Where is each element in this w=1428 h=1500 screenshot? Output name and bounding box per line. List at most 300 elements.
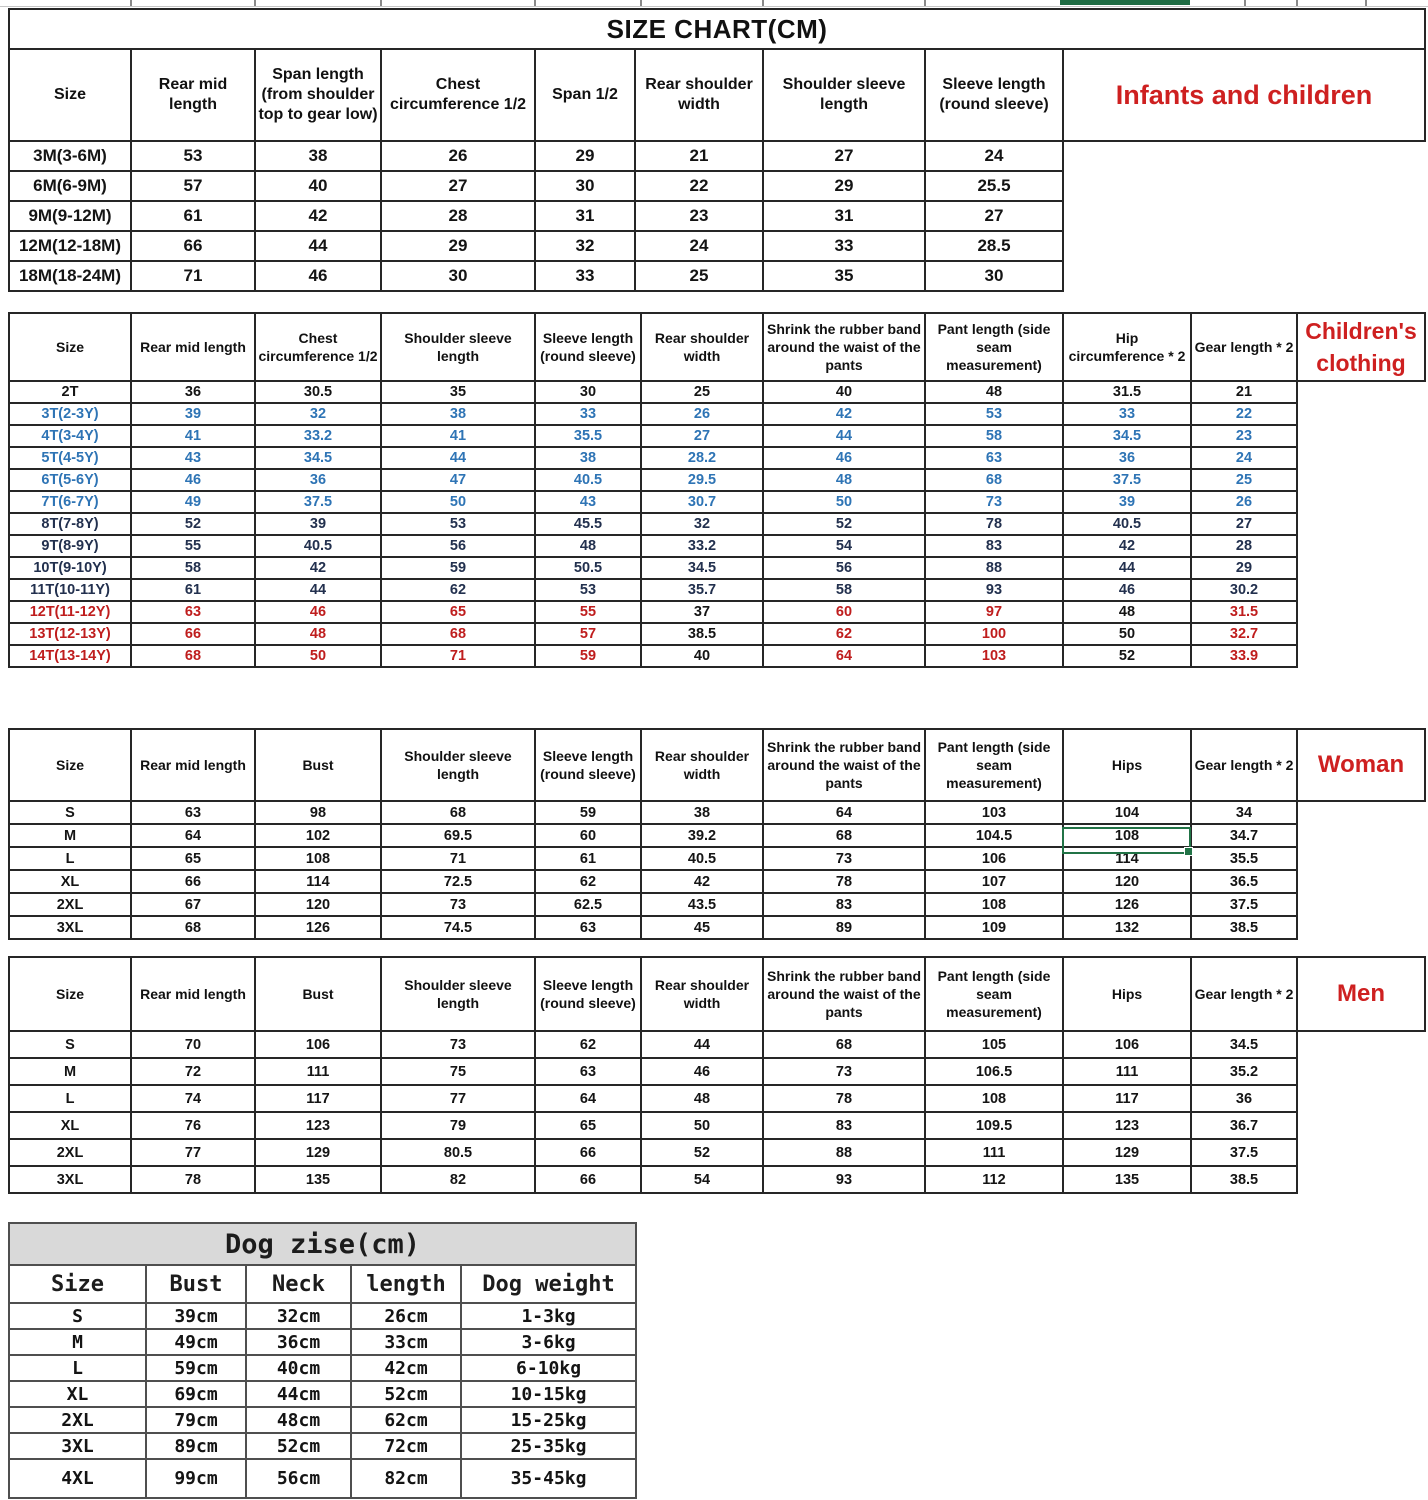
table-cell: 23	[635, 201, 763, 231]
table-cell: 23	[1191, 425, 1297, 447]
table-cell: 52cm	[246, 1433, 351, 1459]
table-cell: 30	[535, 381, 641, 403]
table-cell: 46	[131, 469, 255, 491]
table-cell: 25	[641, 381, 763, 403]
dog-table-row	[9, 1329, 636, 1355]
dog-table-row	[9, 1459, 636, 1498]
row-size-label: 11T(10-11Y)	[9, 579, 131, 601]
row-size-label: 2XL	[9, 893, 131, 916]
table-cell: 62	[535, 870, 641, 893]
table-cell: 35.5	[1191, 847, 1297, 870]
dog-column-header: Dog weight	[461, 1265, 636, 1303]
row-size-label: 9M(9-12M)	[9, 201, 131, 231]
children-table-row	[9, 557, 1425, 579]
woman-table-row	[9, 916, 1425, 939]
table-cell: 48	[925, 381, 1063, 403]
table-cell: 44cm	[246, 1381, 351, 1407]
table-cell: 102	[255, 824, 381, 847]
table-cell: 36.5	[1191, 870, 1297, 893]
table-cell: 83	[763, 1112, 925, 1139]
table-cell: 108	[1063, 824, 1191, 847]
table-cell: 30	[925, 261, 1063, 291]
table-cell: 33.9	[1191, 645, 1297, 667]
woman-section	[8, 728, 1426, 940]
infants-column-header: Sleeve length (round sleeve)	[925, 49, 1063, 141]
table-cell: 42cm	[351, 1355, 461, 1381]
table-cell: 63	[925, 447, 1063, 469]
table-cell: 73	[381, 893, 535, 916]
row-size-label: 4XL	[9, 1459, 146, 1498]
table-cell: 59	[381, 557, 535, 579]
table-cell: 106	[925, 847, 1063, 870]
table-cell: 58	[763, 579, 925, 601]
woman-column-header: Rear shoulder width	[641, 729, 763, 801]
table-cell: 89	[763, 916, 925, 939]
table-cell: 26	[641, 403, 763, 425]
table-cell: 56cm	[246, 1459, 351, 1498]
woman-table-row	[9, 893, 1425, 916]
table-cell: 80.5	[381, 1139, 535, 1166]
men-table-row	[9, 1166, 1425, 1193]
table-cell: 71	[131, 261, 255, 291]
infants-column-header: Size	[9, 49, 131, 141]
table-cell: 28.2	[641, 447, 763, 469]
infants-table-row	[9, 261, 1425, 291]
children-table-row	[9, 403, 1425, 425]
men-table-row	[9, 1058, 1425, 1085]
table-cell: 39.2	[641, 824, 763, 847]
table-cell: 52	[1063, 645, 1191, 667]
table-cell: 28	[1191, 535, 1297, 557]
table-cell: 63	[535, 1058, 641, 1085]
table-cell: 71	[381, 645, 535, 667]
table-cell: 108	[925, 1085, 1063, 1112]
row-size-label: 2T	[9, 381, 131, 403]
table-cell: 34.7	[1191, 824, 1297, 847]
table-cell: 6-10kg	[461, 1355, 636, 1381]
table-cell: 43	[131, 447, 255, 469]
woman-column-header: Gear length * 2	[1191, 729, 1297, 801]
table-cell: 65	[131, 847, 255, 870]
table-cell: 3-6kg	[461, 1329, 636, 1355]
table-cell: 22	[1191, 403, 1297, 425]
table-cell: 129	[1063, 1139, 1191, 1166]
children-table-row	[9, 425, 1425, 447]
table-cell: 35-45kg	[461, 1459, 636, 1498]
table-cell: 62	[381, 579, 535, 601]
infants-table-row	[9, 201, 1425, 231]
table-cell: 27	[1191, 513, 1297, 535]
selected-cell-outline[interactable]	[1062, 827, 1191, 854]
table-cell: 57	[131, 171, 255, 201]
table-cell: 77	[381, 1085, 535, 1112]
men-column-header: Bust	[255, 957, 381, 1031]
children-table-row	[9, 513, 1425, 535]
children-table-row	[9, 579, 1425, 601]
table-cell: 38	[641, 801, 763, 824]
table-cell: 53	[131, 141, 255, 171]
table-cell: 48	[1063, 601, 1191, 623]
table-cell: 35.7	[641, 579, 763, 601]
infants-column-header: Rear shoulder width	[635, 49, 763, 141]
table-cell: 126	[1063, 893, 1191, 916]
table-cell: 61	[535, 847, 641, 870]
table-cell: 41	[131, 425, 255, 447]
table-cell: 10-15kg	[461, 1381, 636, 1407]
table-cell: 39	[1063, 491, 1191, 513]
table-cell: 63	[131, 601, 255, 623]
row-size-label: 18M(18-24M)	[9, 261, 131, 291]
gridline-tick	[924, 0, 926, 6]
children-section	[8, 312, 1426, 668]
table-cell: 103	[925, 645, 1063, 667]
table-cell: 60	[535, 824, 641, 847]
table-cell: 37.5	[1063, 469, 1191, 491]
table-cell: 44	[763, 425, 925, 447]
gridline-tick	[640, 0, 642, 6]
infants-size-table	[8, 8, 1426, 292]
woman-size-table	[8, 728, 1426, 940]
table-cell: 52	[641, 1139, 763, 1166]
men-table-row	[9, 1031, 1425, 1058]
table-cell: 107	[925, 870, 1063, 893]
children-column-header: Shoulder sleeve length	[381, 313, 535, 381]
table-cell: 111	[255, 1058, 381, 1085]
table-cell: 112	[925, 1166, 1063, 1193]
dog-column-header: Size	[9, 1265, 146, 1303]
woman-column-header: Rear mid length	[131, 729, 255, 801]
table-cell: 114	[1063, 847, 1191, 870]
dog-column-header: length	[351, 1265, 461, 1303]
table-cell: 73	[381, 1031, 535, 1058]
infants-column-header: Span 1/2	[535, 49, 635, 141]
table-cell: 48	[763, 469, 925, 491]
table-cell: 64	[763, 645, 925, 667]
table-cell: 31.5	[1191, 601, 1297, 623]
table-cell: 42	[1063, 535, 1191, 557]
men-table-row	[9, 1112, 1425, 1139]
table-cell: 35	[381, 381, 535, 403]
table-cell: 75	[381, 1058, 535, 1085]
table-cell: 1-3kg	[461, 1303, 636, 1329]
table-cell: 49	[131, 491, 255, 513]
infants-column-header: Span length (from shoulder top to gear low)	[255, 49, 381, 141]
table-cell: 35	[763, 261, 925, 291]
table-cell: 27	[925, 201, 1063, 231]
dog-section	[8, 1222, 637, 1499]
dog-table-title: Dog zise(cm)	[9, 1223, 636, 1265]
table-cell: 28.5	[925, 231, 1063, 261]
table-cell: 63	[131, 801, 255, 824]
fill-handle[interactable]	[1184, 847, 1193, 856]
table-cell: 34.5	[1191, 1031, 1297, 1058]
table-cell: 69cm	[146, 1381, 246, 1407]
table-cell: 38.5	[1191, 916, 1297, 939]
table-cell: 31.5	[1063, 381, 1191, 403]
woman-table-row	[9, 824, 1425, 847]
table-cell: 58	[131, 557, 255, 579]
table-cell: 108	[925, 893, 1063, 916]
gridline-tick	[762, 0, 764, 6]
table-cell: 123	[1063, 1112, 1191, 1139]
row-size-label: 2XL	[9, 1139, 131, 1166]
table-cell: 111	[925, 1139, 1063, 1166]
row-size-label: 6M(6-9M)	[9, 171, 131, 201]
men-column-header: Rear mid length	[131, 957, 255, 1031]
table-cell: 82cm	[351, 1459, 461, 1498]
table-cell: 30	[381, 261, 535, 291]
row-size-label: 3M(3-6M)	[9, 141, 131, 171]
men-column-header: Hips	[1063, 957, 1191, 1031]
table-cell: 38	[381, 403, 535, 425]
table-cell: 50	[763, 491, 925, 513]
table-cell: 111	[1063, 1058, 1191, 1085]
row-size-label: 3XL	[9, 916, 131, 939]
men-table-row	[9, 1139, 1425, 1166]
table-cell: 59cm	[146, 1355, 246, 1381]
dog-table-row	[9, 1303, 636, 1329]
table-cell: 38.5	[1191, 1166, 1297, 1193]
table-cell: 25	[1191, 469, 1297, 491]
table-cell: 106	[1063, 1031, 1191, 1058]
table-cell: 83	[925, 535, 1063, 557]
table-cell: 27	[381, 171, 535, 201]
table-cell: 106.5	[925, 1058, 1063, 1085]
table-cell: 33	[763, 231, 925, 261]
table-cell: 30.2	[1191, 579, 1297, 601]
table-cell: 40cm	[246, 1355, 351, 1381]
dog-table-row	[9, 1355, 636, 1381]
woman-column-header: Sleeve length (round sleeve)	[535, 729, 641, 801]
table-cell: 46	[255, 601, 381, 623]
table-cell: 40	[763, 381, 925, 403]
table-cell: 32	[641, 513, 763, 535]
table-cell: 56	[763, 557, 925, 579]
table-cell: 36	[1191, 1085, 1297, 1112]
infants-column-header: Rear mid length	[131, 49, 255, 141]
table-cell: 33cm	[351, 1329, 461, 1355]
row-size-label: 6T(5-6Y)	[9, 469, 131, 491]
table-cell: 31	[535, 201, 635, 231]
table-cell: 63	[535, 916, 641, 939]
row-size-label: M	[9, 824, 131, 847]
table-cell: 106	[255, 1031, 381, 1058]
table-cell: 34.5	[1063, 425, 1191, 447]
table-cell: 77	[131, 1139, 255, 1166]
table-cell: 34.5	[255, 447, 381, 469]
table-cell: 109	[925, 916, 1063, 939]
table-cell: 120	[255, 893, 381, 916]
children-column-header: Sleeve length (round sleeve)	[535, 313, 641, 381]
table-cell: 37.5	[1191, 1139, 1297, 1166]
table-cell: 64	[131, 824, 255, 847]
children-category-label: Children's clothing	[1297, 313, 1425, 381]
row-size-label: 8T(7-8Y)	[9, 513, 131, 535]
dog-table-row	[9, 1381, 636, 1407]
table-cell: 29	[381, 231, 535, 261]
table-cell: 132	[1063, 916, 1191, 939]
table-cell: 45.5	[535, 513, 641, 535]
men-column-header: Pant length (side seam measurement)	[925, 957, 1063, 1031]
table-cell: 76	[131, 1112, 255, 1139]
table-cell: 79	[381, 1112, 535, 1139]
table-cell: 42	[641, 870, 763, 893]
table-cell: 60	[763, 601, 925, 623]
table-cell: 29.5	[641, 469, 763, 491]
children-table-row	[9, 645, 1425, 667]
table-cell: 29	[1191, 557, 1297, 579]
woman-table-row	[9, 801, 1425, 824]
table-cell: 135	[1063, 1166, 1191, 1193]
table-cell: 57	[535, 623, 641, 645]
table-cell: 59	[535, 645, 641, 667]
gridline-tick	[534, 0, 536, 6]
woman-table-row	[9, 847, 1425, 870]
row-size-label: 13T(12-13Y)	[9, 623, 131, 645]
table-cell: 37.5	[255, 491, 381, 513]
table-cell: 35.5	[535, 425, 641, 447]
table-cell: 68	[131, 916, 255, 939]
infants-column-header: Chest circumference 1/2	[381, 49, 535, 141]
dog-size-table	[8, 1222, 637, 1499]
table-cell: 50.5	[535, 557, 641, 579]
table-cell: 35.2	[1191, 1058, 1297, 1085]
table-cell: 33	[535, 403, 641, 425]
gridline-tick	[380, 0, 382, 6]
woman-column-header: Hips	[1063, 729, 1191, 801]
table-cell: 62.5	[535, 893, 641, 916]
table-cell: 28	[381, 201, 535, 231]
table-cell: 42	[255, 201, 381, 231]
table-cell: 70	[131, 1031, 255, 1058]
table-cell: 32	[535, 231, 635, 261]
table-cell: 68	[763, 1031, 925, 1058]
gridline-tick	[130, 0, 132, 6]
table-cell: 53	[535, 579, 641, 601]
table-cell: 30.5	[255, 381, 381, 403]
table-cell: 59	[535, 801, 641, 824]
table-cell: 55	[131, 535, 255, 557]
men-category-label: Men	[1297, 957, 1425, 1031]
row-size-label: 4T(3-4Y)	[9, 425, 131, 447]
table-cell: 25.5	[925, 171, 1063, 201]
gridline-tick	[1365, 0, 1367, 6]
row-size-label: 5T(4-5Y)	[9, 447, 131, 469]
table-cell: 46	[255, 261, 381, 291]
men-column-header: Gear length * 2	[1191, 957, 1297, 1031]
children-column-header: Size	[9, 313, 131, 381]
table-cell: 44	[255, 231, 381, 261]
table-cell: 61	[131, 201, 255, 231]
table-cell: 69.5	[381, 824, 535, 847]
infants-table-row	[9, 231, 1425, 261]
table-cell: 33.2	[641, 535, 763, 557]
men-section	[8, 956, 1426, 1194]
table-cell: 37	[641, 601, 763, 623]
table-cell: 47	[381, 469, 535, 491]
table-cell: 65	[535, 1112, 641, 1139]
children-table-row	[9, 381, 1425, 403]
children-column-header: Shrink the rubber band around the waist of the pants	[763, 313, 925, 381]
table-cell: 38.5	[641, 623, 763, 645]
table-cell: 40.5	[1063, 513, 1191, 535]
row-size-label: M	[9, 1058, 131, 1085]
table-cell: 123	[255, 1112, 381, 1139]
children-column-header: Rear shoulder width	[641, 313, 763, 381]
table-cell: 40	[641, 645, 763, 667]
table-cell: 26	[381, 141, 535, 171]
table-cell: 30	[535, 171, 635, 201]
table-cell: 68	[763, 824, 925, 847]
table-cell: 83	[763, 893, 925, 916]
table-cell: 73	[763, 1058, 925, 1085]
table-cell: 71	[381, 847, 535, 870]
infants-table-row	[9, 171, 1425, 201]
children-column-header: Hip circumference * 2	[1063, 313, 1191, 381]
table-cell: 79cm	[146, 1407, 246, 1433]
table-cell: 33	[535, 261, 635, 291]
table-cell: 32.7	[1191, 623, 1297, 645]
table-cell: 54	[763, 535, 925, 557]
table-cell: 38	[535, 447, 641, 469]
table-cell: 50	[255, 645, 381, 667]
table-cell: 68	[131, 645, 255, 667]
row-size-label: 3XL	[9, 1166, 131, 1193]
table-cell: 48	[255, 623, 381, 645]
row-size-label: 3XL	[9, 1433, 146, 1459]
table-cell: 31	[763, 201, 925, 231]
table-cell: 25-35kg	[461, 1433, 636, 1459]
table-cell: 74.5	[381, 916, 535, 939]
row-size-label: 12T(11-12Y)	[9, 601, 131, 623]
table-cell: 66	[131, 623, 255, 645]
children-size-table	[8, 312, 1426, 668]
table-cell: 36	[1063, 447, 1191, 469]
table-cell: 117	[1063, 1085, 1191, 1112]
men-size-table	[8, 956, 1426, 1194]
dog-table-row	[9, 1407, 636, 1433]
woman-category-label: Woman	[1297, 729, 1425, 801]
table-cell: 78	[131, 1166, 255, 1193]
table-cell: 43.5	[641, 893, 763, 916]
men-table-row	[9, 1085, 1425, 1112]
woman-column-header: Bust	[255, 729, 381, 801]
table-cell: 39cm	[146, 1303, 246, 1329]
table-cell: 58	[925, 425, 1063, 447]
table-cell: 36	[131, 381, 255, 403]
row-size-label: 14T(13-14Y)	[9, 645, 131, 667]
table-cell: 61	[131, 579, 255, 601]
table-cell: 33.2	[255, 425, 381, 447]
table-cell: 73	[925, 491, 1063, 513]
table-cell: 40.5	[641, 847, 763, 870]
table-cell: 40.5	[255, 535, 381, 557]
children-table-row	[9, 447, 1425, 469]
woman-column-header: Size	[9, 729, 131, 801]
woman-table-row	[9, 870, 1425, 893]
table-cell: 27	[641, 425, 763, 447]
children-column-header: Pant length (side seam measurement)	[925, 313, 1063, 381]
table-cell: 56	[381, 535, 535, 557]
table-cell: 62cm	[351, 1407, 461, 1433]
table-cell: 21	[1191, 381, 1297, 403]
men-column-header: Size	[9, 957, 131, 1031]
table-cell: 78	[925, 513, 1063, 535]
row-size-label: L	[9, 1085, 131, 1112]
table-cell: 39	[255, 513, 381, 535]
table-cell: 78	[763, 870, 925, 893]
row-size-label: 2XL	[9, 1407, 146, 1433]
